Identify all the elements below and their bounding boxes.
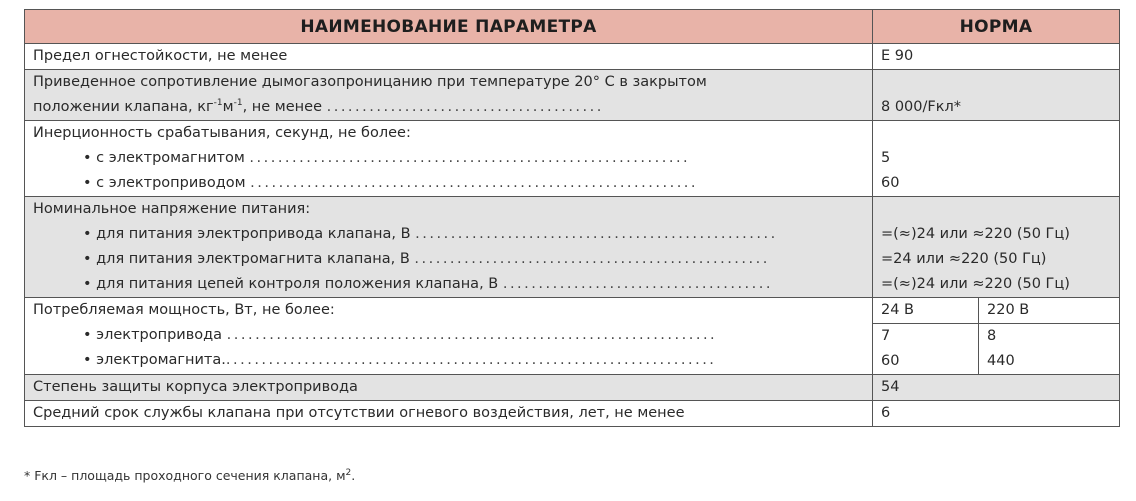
- power-value-24v-drive: 7: [881, 328, 891, 344]
- spec-table: [24, 9, 1120, 427]
- power-value-220v-magnet: 440: [987, 353, 1015, 369]
- inertia-value-2: 60: [881, 175, 900, 191]
- table-row: [25, 44, 1120, 70]
- voltage-value-1: =(≈)24 или ≈220 (50 Гц): [881, 226, 1070, 242]
- service-value: 6: [881, 405, 891, 421]
- protection-label: Степень защиты корпуса электропривода: [33, 379, 358, 395]
- table-row: [25, 401, 1120, 427]
- smoke-value: 8 000/Fкл*: [881, 99, 962, 115]
- power-value-220v-drive: 8: [987, 328, 997, 344]
- protection-value: 54: [881, 379, 900, 395]
- inertia-item-1: • с электромагнитом ..............................................................: [83, 150, 691, 166]
- power-value-24v-magnet: 60: [881, 353, 900, 369]
- table-row: [25, 121, 1120, 197]
- inertia-label: Инерционность срабатывания, секунд, не более:: [33, 125, 411, 141]
- table-row: [25, 70, 1120, 121]
- fire-label: Предел огнестойкости, не менее: [33, 48, 288, 64]
- voltage-label: Номинальное напряжение питания:: [33, 201, 311, 217]
- smoke-label-line1: Приведенное сопротивление дымогазопроницанию при температуре 20° C в закрытом: [33, 74, 707, 90]
- param-header: НАИМЕНОВАНИЕ ПАРАМЕТРА: [25, 10, 873, 44]
- voltage-item-1: • для питания электропривода клапана, В ...................................................: [83, 226, 778, 242]
- voltage-item-3: • для питания цепей контроля положения клапана, В ......................................: [83, 276, 773, 292]
- inertia-item-2: • с электроприводом ...............................................................: [83, 175, 699, 191]
- power-col-24v: 24 В: [881, 302, 915, 318]
- table-row: [25, 298, 1120, 324]
- voltage-item-2: • для питания электромагнита клапана, В ..................................................: [83, 251, 770, 267]
- table-row: [25, 375, 1120, 401]
- power-item-1: • электропривода .....................................................................: [83, 327, 718, 343]
- service-label: Средний срок службы клапана при отсутствии огневого воздействия, лет, не менее: [33, 405, 685, 421]
- voltage-value-3: =(≈)24 или ≈220 (50 Гц): [881, 276, 1070, 292]
- inertia-value-1: 5: [881, 150, 891, 166]
- table-header-row: [25, 10, 1120, 44]
- footnote: * Fкл – площадь проходного сечения клапана, $м^2$.: [24, 467, 356, 483]
- power-col-220v: 220 В: [987, 302, 1030, 318]
- power-item-2: • электромагнита......................................................................: [83, 352, 717, 368]
- table-row: [25, 197, 1120, 298]
- voltage-value-2: =24 или ≈220 (50 Гц): [881, 251, 1047, 267]
- norm-header: НОРМА: [873, 10, 1120, 44]
- smoke-label-line2: положении клапана, $кг^{-1}м^{-1}$, не менее .......................................: [33, 98, 604, 115]
- power-label: Потребляемая мощность, Вт, не более:: [33, 302, 335, 318]
- fire-value: E 90: [881, 48, 914, 64]
